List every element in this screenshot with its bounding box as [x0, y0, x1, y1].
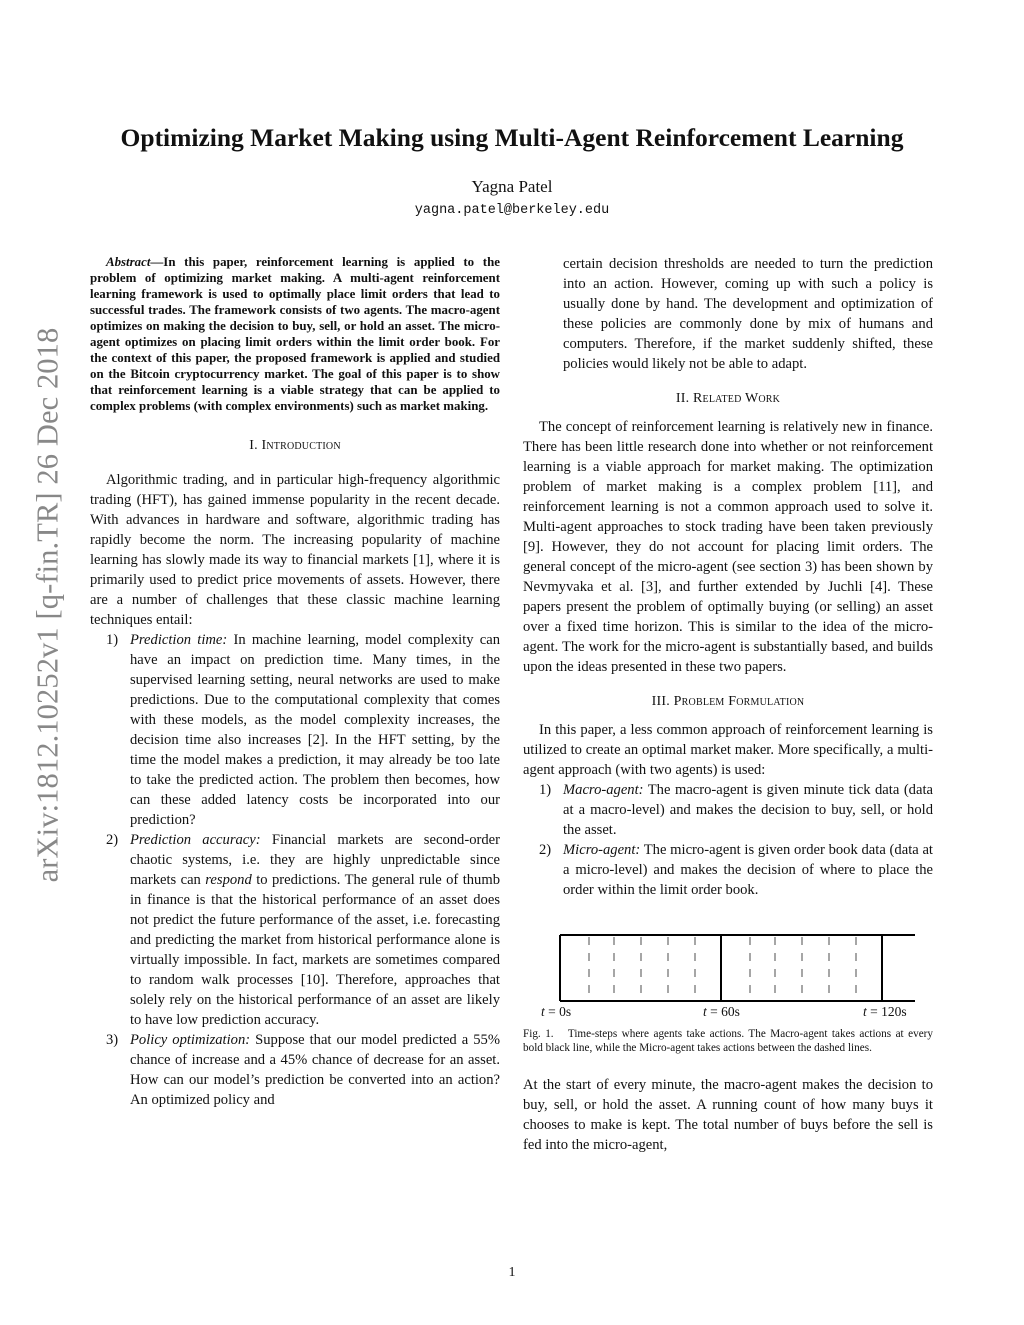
list-item	[523, 840, 933, 900]
list-item-text: Financial markets are second-order chaotic systems, i.e. they are highly unpredictable since markets can	[130, 832, 500, 888]
list-item-label: Macro-agent:	[563, 782, 644, 798]
continuation-paragraph: certain decision thresholds are needed to turn the prediction into an action. However, coming up with such a policy is usually done by hand. The development and optimization of these policies are commonly done by mix of humans and computers. Therefore, if the market suddenly shifted, these policies would likely not be able to adapt.	[563, 256, 933, 372]
section-heading-introduction	[90, 436, 500, 456]
figure-caption-text: Time-steps where agents take actions. The Macro-agent takes actions at every bold black line, while the Micro-agent takes actions between the dashed lines.	[523, 1028, 933, 1054]
time-variable: t	[863, 1004, 867, 1019]
list-item-text: Suppose that our model predicted a	[255, 1032, 469, 1048]
paper-title: Optimizing Market Making using Multi-Agent Reinforcement Learning	[120, 123, 904, 152]
emphasis-text: respond	[205, 872, 252, 888]
list-item	[90, 630, 500, 830]
list-item-text: chance of increase and a	[130, 1052, 277, 1068]
section-heading-problem-formulation	[523, 692, 933, 712]
list-item-text: chance of decrease for an asset. How can our model’s prediction be converted into an action? An optimized policy and	[130, 1052, 501, 1108]
arxiv-identifier: arXiv:1812.10252v1 [q-fin.TR] 26 Dec 2018	[30, 327, 65, 883]
time-tick-label: t = 0s	[541, 1004, 572, 1019]
list-item-body	[130, 1030, 500, 1110]
percentage: 55%	[473, 1032, 500, 1048]
abstract-dash: —	[150, 255, 164, 269]
time-value: 60s	[721, 1004, 740, 1019]
abstract	[90, 254, 500, 414]
section-numeral: I.	[249, 438, 258, 453]
section-numeral: III.	[651, 694, 670, 709]
section-title: Introduction	[261, 438, 341, 453]
list-item	[90, 1030, 500, 1110]
list-item-label: Micro-agent:	[563, 842, 641, 858]
list-item-body	[563, 840, 933, 900]
related-work-paragraph: The concept of reinforcement learning is relatively new in finance. There has been little research done into whether or not reinforcement learning is a viable approach for market making. The optimization problem of market making is a complex problem [11], and reinforcement learning is not a common approach used to solve it. Multi-agent approaches to stock trading have been taken previously [9]. However, they do not account for placing limit orders. The general concept of the micro-agent (see section 3) has been shown by Nevmyvaka et al. [3], and further extended by Juchli [4]. These papers present the problem of optimally buying (or selling) an asset over a fixed time horizon. This is similar to the idea of the micro-agent. The work for the micro-agent is substantially based, and builds upon the ideas presented in these two papers.	[523, 419, 933, 675]
author-name: Yagna Patel	[471, 177, 553, 196]
list-number: 2)	[106, 832, 119, 848]
left-column	[90, 254, 500, 1110]
list-item	[523, 780, 933, 840]
section-title: Problem Formulation	[673, 694, 805, 709]
page-number: 1	[508, 1265, 516, 1280]
right-column	[523, 254, 933, 1155]
time-value: 120s	[881, 1004, 907, 1019]
timestep-figure	[523, 927, 933, 1023]
list-number: 3)	[106, 1032, 119, 1048]
section-heading-related-work	[523, 389, 933, 409]
time-value: 0s	[559, 1004, 572, 1019]
list-item-body	[563, 780, 933, 840]
abstract-label: Abstract	[106, 255, 151, 269]
list-number: 1)	[106, 632, 119, 648]
list-item	[90, 830, 500, 1030]
time-tick-label: t = 60s	[703, 1004, 740, 1019]
list-item-label: Policy optimization:	[130, 1032, 251, 1048]
time-variable: t	[541, 1004, 545, 1019]
figure-caption	[523, 1027, 933, 1055]
time-variable: t	[703, 1004, 707, 1019]
author-email: yagna.patel@berkeley.edu	[414, 203, 610, 218]
section-title: Related Work	[693, 391, 781, 406]
list-item-text: The micro-agent is given order book data (data at a micro-level) and makes the decision of where to place the order within the limit order book.	[563, 842, 933, 898]
list-number: 2)	[539, 842, 552, 858]
time-tick-label: t = 120s	[863, 1004, 907, 1019]
list-item-text: The macro-agent is given minute tick data (data at a macro-level) and makes the decision to buy, sell, or hold the asset.	[563, 782, 933, 838]
problem-paragraph: In this paper, a less common approach of reinforcement learning is utilized to create an optimal market maker. More specifically, a multi-agent approach (with two agents) is used:	[523, 722, 933, 778]
list-item-body	[130, 830, 500, 1030]
after-figure-paragraph: At the start of every minute, the macro-agent makes the decision to buy, sell, or hold the asset. A running count of how many buys it chooses to make is kept. The total number of buys before the sell is fed into the micro-agent,	[523, 1077, 933, 1153]
abstract-text: In this paper, reinforcement learning is applied to the problem of optimizing market making. A multi-agent reinforcement learning framework is used to optimally place limit orders that lead to successful trades. The framework consists of two agents. The macro-agent optimizes on making the decision to buy, sell, or hold an asset. The micro-agent optimizes on placing limit orders within the limit order book. For the context of this paper, the proposed framework is applied and studied on the Bitcoin cryptocurrency market. The goal of this paper is to show that reinforcement learning is a viable strategy that can be applied to complex problems (with complex environments) such as market making.	[90, 255, 500, 413]
percentage: 45%	[280, 1052, 308, 1068]
list-item-label: Prediction time:	[130, 632, 228, 648]
list-item-body	[130, 630, 500, 830]
list-number: 1)	[539, 782, 552, 798]
intro-paragraph: Algorithmic trading, and in particular high-frequency algorithmic trading (HFT), has gained immense popularity in the recent decade. With advances in hardware and software, algorithmic trading has rapidly become the norm. The increasing popularity of machine learning has slowly made its way to financial markets [1], where it is primarily used to predict price movements of assets. However, there are a number of challenges that these classic machine learning techniques entail:	[90, 472, 500, 628]
section-numeral: II.	[675, 391, 690, 406]
list-item-text: to predictions. The general rule of thumb in finance is that the historical performance of an asset does not predict the future performance of the asset, i.e. forecasting and predicting the market from historical performance alone is virtually impossible. In fact, markets are sometimes compared to random walk processes [10]. Therefore, approaches that solely rely on the historical performance of an asset are likely to have low prediction accuracy.	[130, 872, 500, 1028]
figure-label: Fig. 1.	[523, 1028, 554, 1040]
list-item-label: Prediction accuracy:	[130, 832, 261, 848]
list-item-text: In machine learning, model complexity can have an impact on prediction time. Many times, in the supervised learning setting, neural networks are used to make predictions. Due to the computational complexity that comes with these models, as the model complexity increases, the decision time also increases [2]. In the HFT setting, by the time the model makes a prediction, it may already be too late to take the predicted action. The problem then becomes, how can these added latency costs be incorporated into our prediction?	[130, 632, 500, 828]
